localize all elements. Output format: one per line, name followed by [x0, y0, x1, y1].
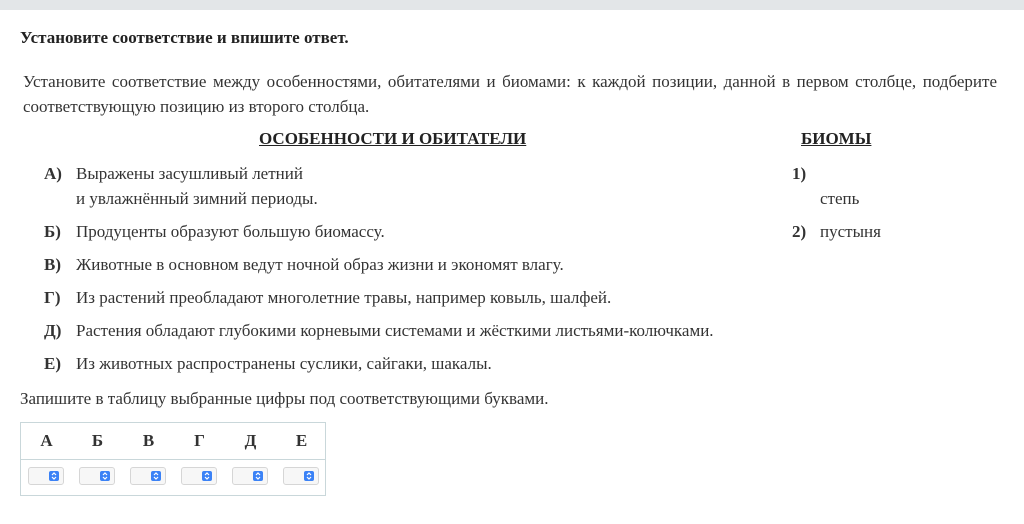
- feature-letter: Д): [44, 321, 62, 340]
- biome-name: степь: [820, 189, 860, 208]
- feature-item-a: [44, 161, 764, 211]
- up-down-chevron-icon: [100, 471, 110, 481]
- answer-table: [20, 422, 326, 496]
- answer-select-d[interactable]: [232, 467, 268, 485]
- answer-select-g[interactable]: [181, 467, 217, 485]
- feature-text: Выражены засушливый летний: [76, 164, 303, 183]
- feature-item-e: [44, 351, 764, 376]
- feature-item-g: [44, 285, 764, 310]
- answer-instruction: Запишите в таблицу выбранные цифры под соответствующими буквами.: [20, 389, 549, 408]
- feature-text: Продуценты образуют большую биомассу.: [76, 222, 385, 241]
- answer-column-letter: Д: [244, 431, 257, 450]
- answer-table-header: [21, 423, 325, 460]
- task-heading: Установите соответствие и впишите ответ.: [20, 28, 349, 47]
- feature-letter: Е): [44, 354, 61, 373]
- up-down-chevron-icon: [151, 471, 161, 481]
- up-down-chevron-icon: [253, 471, 263, 481]
- answer-select-b[interactable]: [79, 467, 115, 485]
- biomes-column-header: БИОМЫ: [801, 129, 872, 148]
- feature-letter: Б): [44, 222, 61, 241]
- answer-column-letter: Б: [91, 431, 104, 450]
- biome-item-2: [792, 219, 972, 244]
- feature-text-continued: и увлажнённый зимний периоды.: [76, 189, 318, 208]
- up-down-chevron-icon: [304, 471, 314, 481]
- answer-select-v[interactable]: [130, 467, 166, 485]
- biome-number: 1): [792, 164, 807, 183]
- feature-item-b: [44, 219, 764, 244]
- answer-select-a[interactable]: [28, 467, 64, 485]
- up-down-chevron-icon: [202, 471, 212, 481]
- feature-letter: В): [44, 255, 61, 274]
- feature-text: Из растений преобладают многолетние травы, например ковыль, шалфей.: [76, 288, 612, 307]
- feature-text: Из животных распространены суслики, сайгаки, шакалы.: [76, 354, 492, 373]
- feature-letter: А): [44, 164, 62, 183]
- feature-text: Животные в основном ведут ночной образ жизни и экономят влагу.: [76, 255, 564, 274]
- up-down-chevron-icon: [49, 471, 59, 481]
- task-intro: Установите соответствие между особенностями, обитателями и биомами: к каждой позиции, данной в первом столбце, подберите соответствующую позицию из второго столбца.: [23, 72, 997, 116]
- answer-column-letter: А: [40, 431, 53, 450]
- features-column-header: ОСОБЕННОСТИ И ОБИТАТЕЛИ: [259, 129, 527, 148]
- answer-column-letter: Г: [194, 431, 205, 450]
- biome-item-1: [792, 161, 972, 211]
- answer-column-letter: Е: [295, 431, 308, 450]
- answer-select-e[interactable]: [283, 467, 319, 485]
- feature-item-v: [44, 252, 764, 277]
- biome-number: 2): [792, 222, 807, 241]
- feature-letter: Г): [44, 288, 61, 307]
- feature-text: Растения обладают глубокими корневыми системами и жёсткими листьями-колючками.: [76, 321, 714, 340]
- biome-name: пустыня: [820, 222, 881, 241]
- top-bar: [0, 0, 1024, 10]
- feature-item-d: [44, 318, 784, 343]
- answer-column-letter: В: [142, 431, 155, 450]
